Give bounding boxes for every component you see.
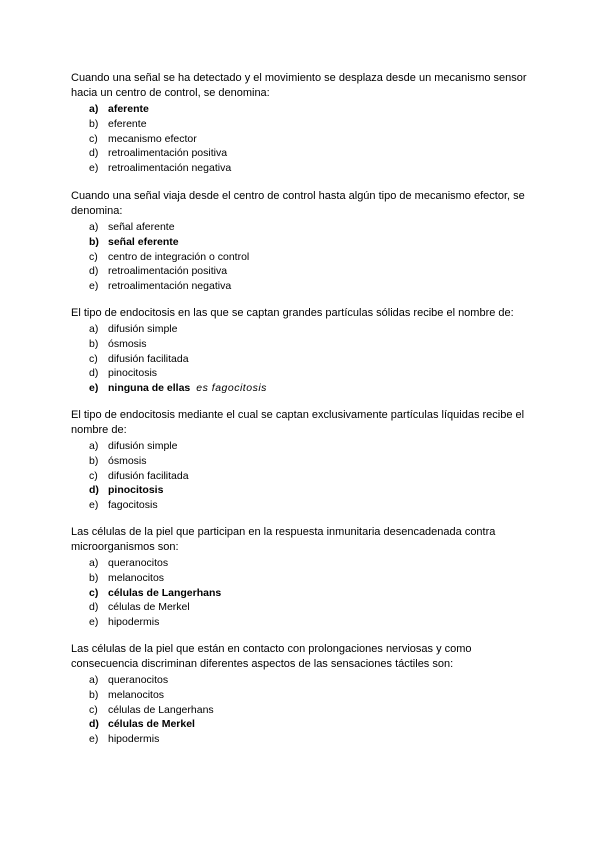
option-c: c) mecanismo efector	[89, 132, 197, 145]
question-text: Cuando una señal viaja desde el centro de control hasta algún tipo de mecanismo efector, se denomina:	[71, 190, 525, 217]
option-a: a) señal aferente	[89, 221, 175, 233]
option-list	[89, 556, 531, 630]
question-2	[71, 189, 531, 294]
option-d: d) células de Merkel	[89, 718, 195, 731]
option-e: e) ninguna de ellas es fagocitosis	[89, 382, 267, 395]
question-text: Las células de la piel que están en contacto con prolongaciones nerviosas y como consecuencia discriminan diferentes aspectos de las sensaciones táctiles son:	[71, 643, 472, 670]
option-d: d) células de Merkel	[89, 601, 190, 614]
option-b: b) melanocitos	[89, 688, 165, 701]
option-c: c) centro de integración o control	[89, 250, 250, 263]
question-5	[71, 525, 531, 630]
option-d: d) pinocitosis	[89, 367, 158, 380]
question-3	[71, 306, 531, 396]
option-e: e) hipodermis	[89, 616, 160, 629]
option-a: a) queranocitos	[89, 674, 169, 686]
option-b: b) ósmosis	[89, 337, 147, 350]
question-6	[71, 642, 531, 747]
option-d: d) retroalimentación positiva	[89, 147, 228, 160]
option-c: c) células de Langerhans	[89, 586, 222, 599]
option-list	[89, 102, 531, 176]
option-list	[89, 439, 531, 513]
option-d: d) pinocitosis	[89, 484, 164, 497]
option-b: b) ósmosis	[89, 454, 147, 467]
option-a: a) difusión simple	[89, 323, 178, 335]
option-c: c) difusión facilitada	[89, 352, 189, 365]
option-list	[89, 673, 531, 747]
option-b: b) señal eferente	[89, 235, 179, 248]
option-e: e) retroalimentación negativa	[89, 162, 232, 175]
question-text: El tipo de endocitosis en las que se captan grandes partículas sólidas recibe el nombre de:	[71, 307, 514, 319]
question-text: Las células de la piel que participan en la respuesta inmunitaria desencadenada contra microorganismos son:	[71, 526, 496, 553]
option-d: d) retroalimentación positiva	[89, 265, 228, 278]
option-a: a) difusión simple	[89, 440, 178, 452]
option-e: e) fagocitosis	[89, 499, 158, 512]
option-b: b) eferente	[89, 117, 147, 130]
option-a: a) queranocitos	[89, 557, 169, 569]
question-text: El tipo de endocitosis mediante el cual se captan exclusivamente partículas líquidas recibe el nombre de:	[71, 409, 525, 436]
answer-note: es fagocitosis	[196, 382, 267, 395]
option-list	[89, 322, 531, 396]
option-c: c) células de Langerhans	[89, 703, 214, 716]
option-e: e) retroalimentación negativa	[89, 280, 232, 293]
option-b: b) melanocitos	[89, 571, 165, 584]
option-a: a) aferente	[89, 103, 149, 115]
option-c: c) difusión facilitada	[89, 469, 189, 482]
question-1	[71, 71, 531, 176]
question-4	[71, 408, 531, 513]
option-list	[89, 220, 531, 294]
question-text: Cuando una señal se ha detectado y el movimiento se desplaza desde un mecanismo sensor hacia un centro de control, se denomina:	[71, 72, 527, 99]
option-e: e) hipodermis	[89, 733, 160, 746]
